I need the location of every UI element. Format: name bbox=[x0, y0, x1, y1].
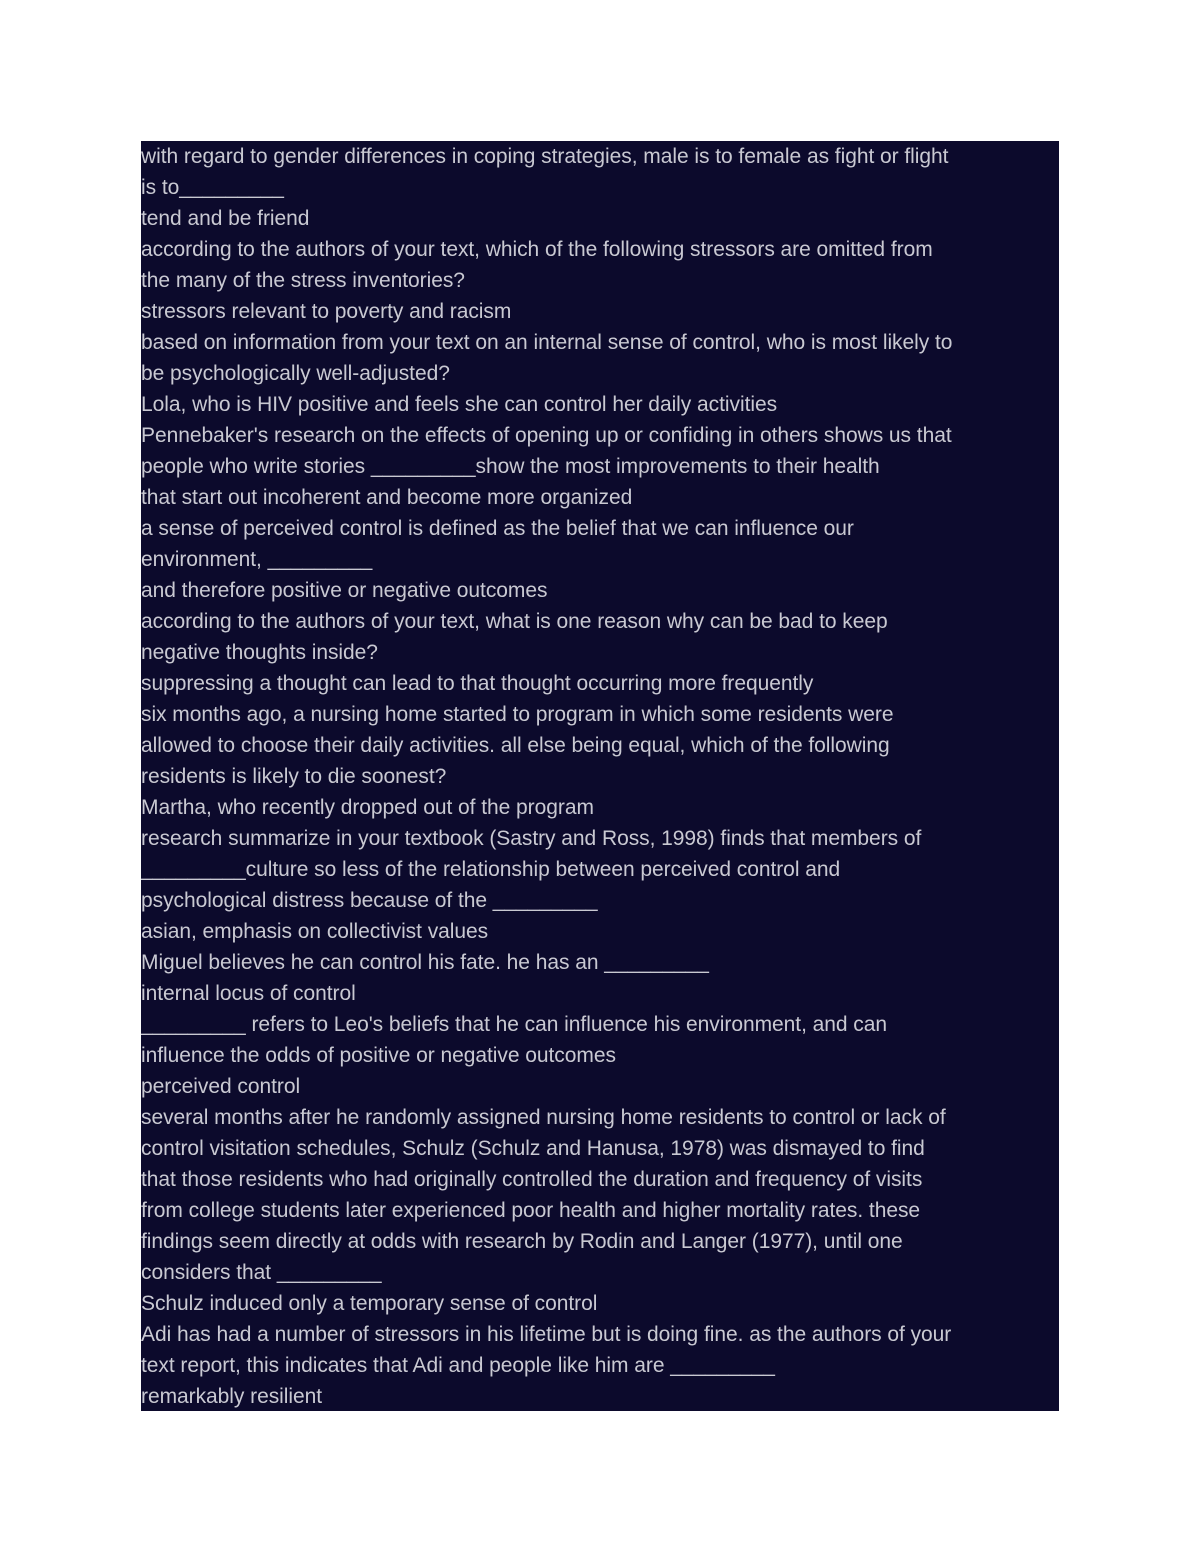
text-line: residents is likely to die soonest? bbox=[141, 765, 447, 788]
text-line: remarkably resilient bbox=[141, 1385, 323, 1408]
text-line: with regard to gender differences in coping strategies, male is to female as fight or flight bbox=[141, 145, 949, 168]
text-line: considers that _________ bbox=[141, 1261, 382, 1284]
text-line: the many of the stress inventories? bbox=[141, 269, 465, 292]
text-line: people who write stories _________show the most improvements to their health bbox=[141, 455, 880, 478]
text-line: from college students later experienced poor health and higher mortality rates. these bbox=[141, 1199, 921, 1222]
text-line: six months ago, a nursing home started to program in which some residents were bbox=[141, 703, 894, 726]
text-line: Martha, who recently dropped out of the program bbox=[141, 796, 594, 819]
text-line: according to the authors of your text, what is one reason why can be bad to keep bbox=[141, 610, 888, 633]
text-line: a sense of perceived control is defined as the belief that we can influence our bbox=[141, 517, 854, 540]
text-line: _________culture so less of the relationship between perceived control and bbox=[141, 858, 841, 881]
text-line: allowed to choose their daily activities. all else being equal, which of the following bbox=[141, 734, 890, 757]
text-line: Miguel believes he can control his fate. he has an _________ bbox=[141, 951, 709, 974]
text-line: text report, this indicates that Adi and people like him are _________ bbox=[141, 1354, 775, 1377]
text-line: Schulz induced only a temporary sense of control bbox=[141, 1292, 598, 1315]
text-block bbox=[141, 141, 1059, 1411]
text-line: findings seem directly at odds with research by Rodin and Langer (1977), until one bbox=[141, 1230, 903, 1253]
text-line: and therefore positive or negative outcomes bbox=[141, 579, 548, 602]
text-line: is to_________ bbox=[141, 176, 284, 199]
text-line: tend and be friend bbox=[141, 207, 310, 230]
text-line: that start out incoherent and become more organized bbox=[141, 486, 633, 509]
text-line: internal locus of control bbox=[141, 982, 356, 1005]
text-line: influence the odds of positive or negative outcomes bbox=[141, 1044, 616, 1067]
text-line: be psychologically well-adjusted? bbox=[141, 362, 450, 385]
text-line: that those residents who had originally controlled the duration and frequency of visits bbox=[141, 1168, 923, 1191]
text-lines bbox=[141, 141, 1059, 1411]
text-line: Adi has had a number of stressors in his lifetime but is doing fine. as the authors of your bbox=[141, 1323, 952, 1346]
text-line: according to the authors of your text, which of the following stressors are omitted from bbox=[141, 238, 933, 261]
text-line: _________ refers to Leo's beliefs that he can influence his environment, and can bbox=[141, 1013, 888, 1036]
text-line: control visitation schedules, Schulz (Schulz and Hanusa, 1978) was dismayed to find bbox=[141, 1137, 925, 1160]
text-line: research summarize in your textbook (Sastry and Ross, 1998) finds that members of bbox=[141, 827, 922, 850]
text-line: perceived control bbox=[141, 1075, 301, 1098]
text-line: environment, _________ bbox=[141, 548, 373, 571]
text-line: suppressing a thought can lead to that thought occurring more frequently bbox=[141, 672, 814, 695]
text-line: Lola, who is HIV positive and feels she can control her daily activities bbox=[141, 393, 778, 416]
text-line: Pennebaker's research on the effects of opening up or confiding in others shows us that bbox=[141, 424, 952, 447]
text-line: psychological distress because of the _________ bbox=[141, 889, 598, 912]
text-line: several months after he randomly assigned nursing home residents to control or lack of bbox=[141, 1106, 946, 1129]
text-line: stressors relevant to poverty and racism bbox=[141, 300, 512, 323]
text-line: asian, emphasis on collectivist values bbox=[141, 920, 489, 943]
text-line: negative thoughts inside? bbox=[141, 641, 378, 664]
text-line: based on information from your text on an internal sense of control, who is most likely to bbox=[141, 331, 953, 354]
